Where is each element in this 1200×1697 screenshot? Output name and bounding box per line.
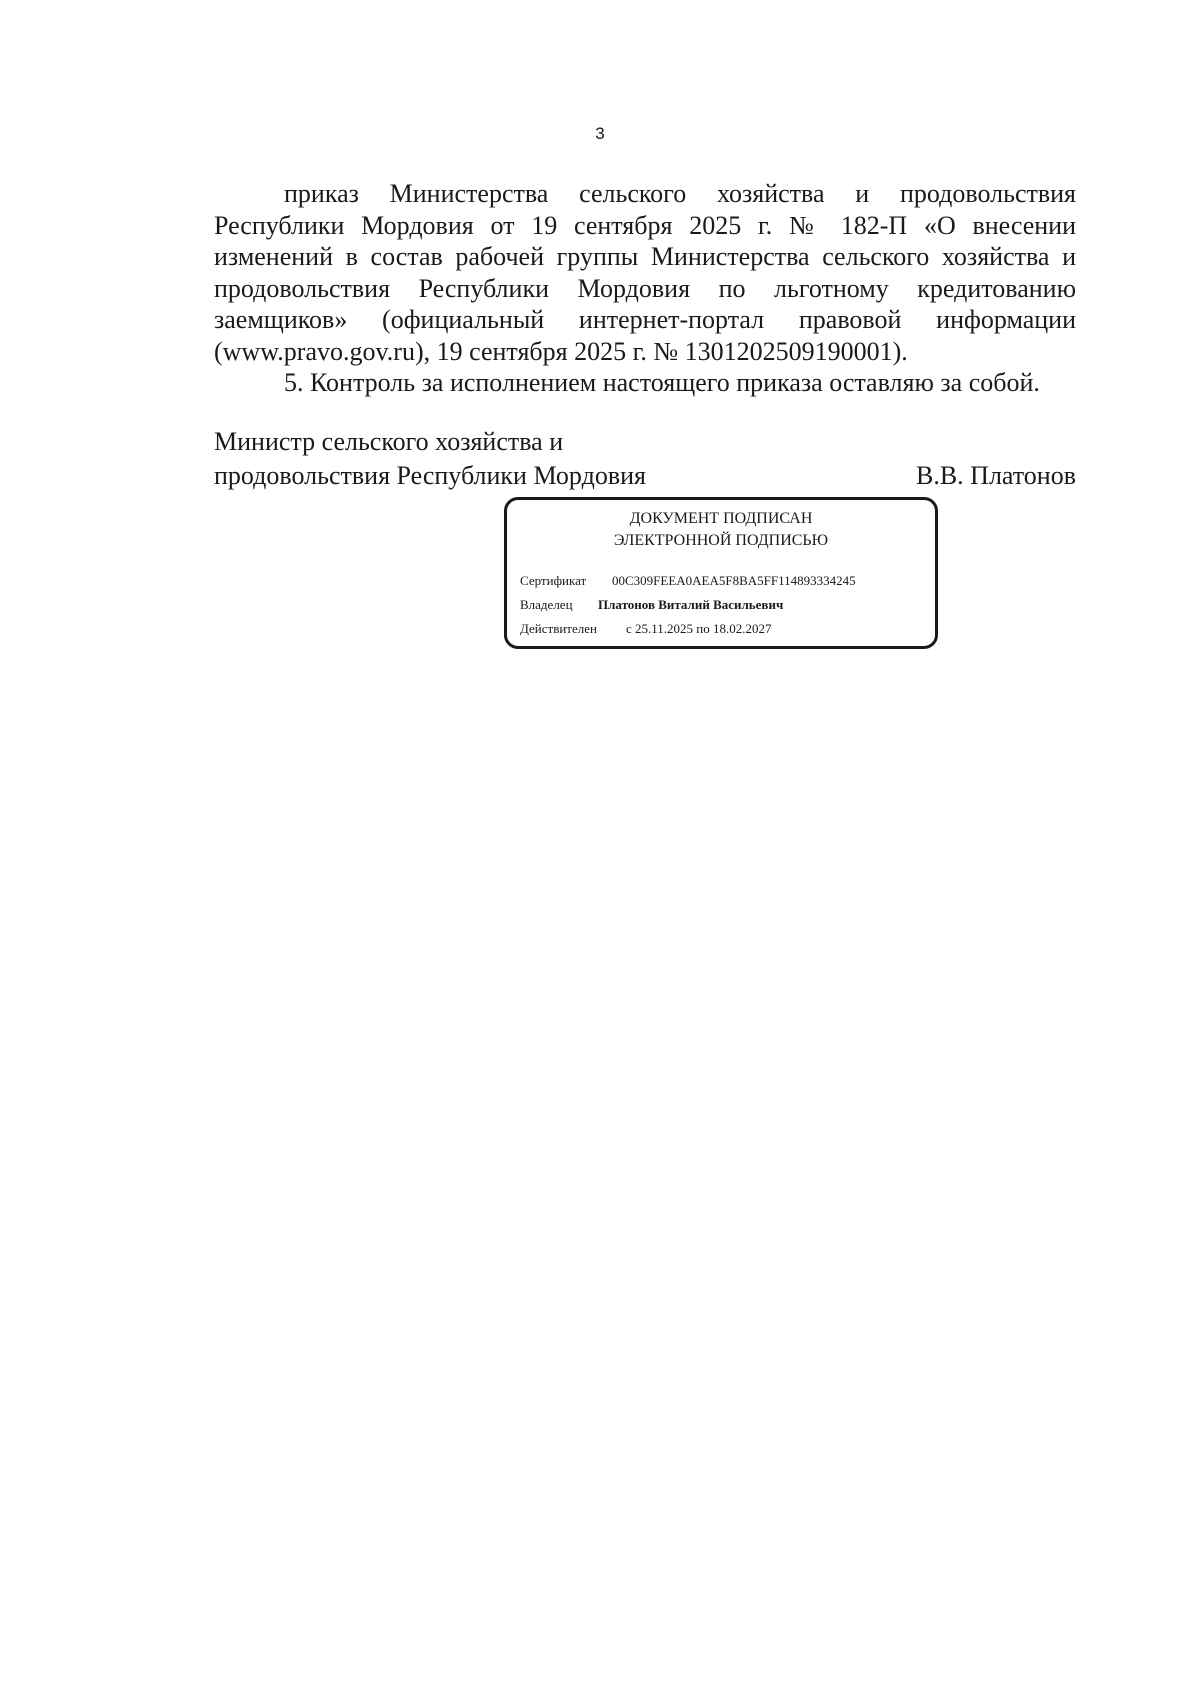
stamp-heading — [507, 508, 935, 552]
page-number: 3 — [595, 124, 605, 143]
owner-label: Владелец — [520, 597, 573, 612]
signer-position-line-1: Министр сельского хозяйства и — [214, 427, 564, 456]
electronic-signature-stamp — [504, 497, 938, 649]
certificate-label: Сертификат — [520, 573, 587, 588]
stamp-details — [520, 569, 935, 641]
stamp-title-line-1: ДОКУМЕНТ ПОДПИСАН — [629, 510, 813, 527]
stamp-row-validity — [520, 617, 935, 641]
signer-position-line-2: продовольствия Республики Мордовия — [214, 461, 646, 490]
stamp-title-line-2: ЭЛЕКТРОННОЙ ПОДПИСЬЮ — [613, 532, 829, 549]
stamp-row-certificate — [520, 569, 935, 593]
signature-block — [214, 425, 1076, 493]
signer-name: В.В. Платонов — [915, 461, 1076, 490]
paragraph-order-reference: приказ Министерства сельского хозяйства и продовольствия Республики Мордовия от 19 сентября 2025 г. № 182-П «О внесении изменений в состав рабочей группы Министерства сельского хозяйства и продовольствия Республики Мордовия по льготному кредитованию заемщиков» (официальный интернет-портал правовой информации (www.pravo.gov.ru), 19 сентября 2025 г. № 1301202509190001). — [214, 179, 1076, 366]
certificate-value: 00C309FEEA0AEA5F8BA5FF114893334245 — [612, 573, 856, 588]
document-body — [214, 178, 1076, 399]
validity-value: с 25.11.2025 по 18.02.2027 — [626, 621, 772, 636]
validity-label: Действителен — [520, 621, 597, 636]
owner-value: Платонов Виталий Васильевич — [598, 597, 784, 612]
stamp-row-owner — [520, 593, 935, 617]
paragraph-5-control: 5. Контроль за исполнением настоящего приказа оставляю за собой. — [284, 368, 1040, 397]
